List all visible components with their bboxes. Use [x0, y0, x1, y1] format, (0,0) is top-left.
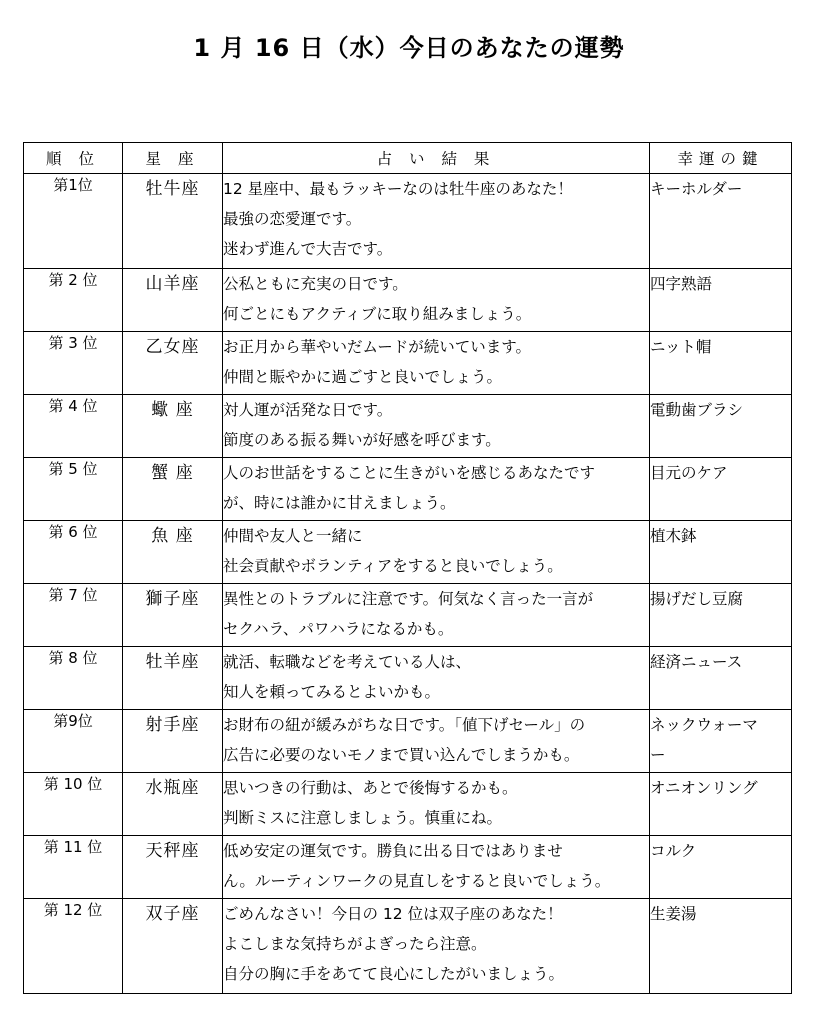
result-line: 就活、転職などを考えている人は、: [223, 653, 472, 671]
lucky-key-line: 電動歯ブラシ: [650, 401, 744, 419]
result-line: お正月から華やいだムードが続いています。: [223, 338, 531, 356]
result-line: が、時には誰かに甘えましょう。: [223, 494, 456, 512]
lucky-key-cell: [650, 584, 792, 647]
lucky-key-line: ネックウォーマ: [650, 716, 758, 734]
result-line: ごめんなさい！今日の 12 位は双子座のあなた！: [223, 905, 563, 923]
result-cell: [223, 836, 650, 899]
lucky-key-line: 植木鉢: [650, 527, 697, 545]
table-row: [24, 899, 792, 994]
lucky-key-cell: [650, 458, 792, 521]
result-cell: [223, 174, 650, 269]
rank-cell: 第 2 位: [24, 269, 123, 332]
rank-cell: 第 10 位: [24, 773, 123, 836]
sign-cell: 山羊座: [123, 269, 223, 332]
result-line: 知人を頼ってみるとよいかも。: [223, 683, 441, 701]
lucky-key-cell: [650, 899, 792, 994]
result-line: 社会貢献やボランティアをすると良いでしょう。: [223, 557, 563, 575]
result-line: 何ごとにもアクティブに取り組みましょう。: [223, 305, 532, 323]
sign-cell: 水瓶座: [123, 773, 223, 836]
lucky-key-line: ー: [650, 746, 666, 764]
rank-cell: 第 11 位: [24, 836, 123, 899]
rank-cell: 第 5 位: [24, 458, 123, 521]
lucky-key-line: 経済ニュース: [650, 653, 743, 671]
lucky-key-line: 生姜湯: [650, 905, 697, 923]
sign-cell: 蟹 座: [123, 458, 223, 521]
result-line: 迷わず進んで大吉です。: [223, 240, 393, 258]
sign-cell: 牡羊座: [123, 647, 223, 710]
result-line: 節度のある振る舞いが好感を呼びます。: [223, 431, 501, 449]
result-cell: [223, 710, 650, 773]
lucky-key-cell: [650, 836, 792, 899]
rank-cell: 第 12 位: [24, 899, 123, 994]
rank-cell: 第 3 位: [24, 332, 123, 395]
result-line: 仲間と賑やかに過ごすと良いでしょう。: [223, 368, 503, 386]
sign-cell: 射手座: [123, 710, 223, 773]
lucky-key-cell: [650, 395, 792, 458]
rank-cell: 第1位: [24, 174, 123, 269]
table-row: [24, 710, 792, 773]
lucky-key-cell: [650, 710, 792, 773]
result-line: よこしまな気持ちがよぎったら注意。: [223, 935, 487, 953]
sign-cell: 牡牛座: [123, 174, 223, 269]
result-line: 異性とのトラブルに注意です。何気なく言った一言が: [223, 590, 594, 608]
result-line: 思いつきの行動は、あとで後悔するかも。: [223, 779, 518, 797]
table-row: [24, 521, 792, 584]
result-cell: [223, 584, 650, 647]
sign-cell: 魚 座: [123, 521, 223, 584]
result-line: 仲間や友人と一緒に: [223, 527, 363, 545]
table-row: [24, 174, 792, 269]
sign-cell: 蠍 座: [123, 395, 223, 458]
result-line: ん。ルーティンワークの見直しをすると良いでしょう。: [223, 872, 611, 890]
rank-cell: 第 4 位: [24, 395, 123, 458]
table-row: [24, 773, 792, 836]
sign-cell: 双子座: [123, 899, 223, 994]
header-result: 占 い 結 果: [223, 143, 650, 174]
rank-cell: 第 8 位: [24, 647, 123, 710]
sign-cell: 乙女座: [123, 332, 223, 395]
lucky-key-line: オニオンリング: [650, 779, 758, 797]
rank-cell: 第 7 位: [24, 584, 123, 647]
lucky-key-line: 揚げだし豆腐: [650, 590, 744, 608]
result-cell: [223, 395, 650, 458]
result-line: 最強の恋愛運です。: [223, 210, 362, 228]
page-title: 1 月 16 日（水）今日のあなたの運勢: [193, 34, 625, 62]
table-row: [24, 458, 792, 521]
table-header-row: [24, 143, 792, 174]
table-row: [24, 836, 792, 899]
result-cell: [223, 521, 650, 584]
result-line: 判断ミスに注意しましょう。慎重にね。: [223, 809, 503, 827]
lucky-key-line: 目元のケア: [650, 464, 728, 482]
result-line: 人のお世話をすることに生きがいを感じるあなたです: [223, 464, 596, 482]
sign-cell: 獅子座: [123, 584, 223, 647]
table-row: [24, 332, 792, 395]
result-cell: [223, 269, 650, 332]
result-line: 対人運が活発な日です。: [223, 401, 393, 419]
table-row: [24, 647, 792, 710]
result-line: 自分の胸に手をあてて良心にしたがいましょう。: [223, 965, 565, 983]
result-cell: [223, 458, 650, 521]
result-cell: [223, 332, 650, 395]
lucky-key-line: ニット帽: [650, 338, 712, 356]
result-cell: [223, 899, 650, 994]
header-rank: 順 位: [24, 143, 123, 174]
lucky-key-cell: [650, 332, 792, 395]
lucky-key-line: キーホルダー: [650, 180, 743, 198]
table-row: [24, 395, 792, 458]
lucky-key-line: 四字熟語: [650, 275, 713, 293]
rank-cell: 第9位: [24, 710, 123, 773]
sign-cell: 天秤座: [123, 836, 223, 899]
lucky-key-cell: [650, 773, 792, 836]
lucky-key-line: コルク: [650, 842, 697, 860]
result-line: 12 星座中、最もラッキーなのは牡牛座のあなた！: [223, 180, 573, 198]
header-sign: 星 座: [123, 143, 223, 174]
table-row: [24, 584, 792, 647]
lucky-key-cell: [650, 174, 792, 269]
result-line: お財布の紐が緩みがちな日です。「値下げセール」の: [223, 716, 586, 734]
fortune-table: [23, 142, 792, 994]
rank-cell: 第 6 位: [24, 521, 123, 584]
result-line: 公私ともに充実の日です。: [223, 275, 408, 293]
lucky-key-cell: [650, 647, 792, 710]
result-line: セクハラ、パワハラになるかも。: [223, 620, 454, 638]
result-line: 低め安定の運気です。勝負に出る日ではありませ: [223, 842, 563, 860]
lucky-key-cell: [650, 521, 792, 584]
header-key: 幸運の鍵: [650, 143, 792, 174]
result-cell: [223, 773, 650, 836]
result-cell: [223, 647, 650, 710]
table-row: [24, 269, 792, 332]
result-line: 広告に必要のないモノまで買い込んでしまうかも。: [223, 746, 580, 764]
lucky-key-cell: [650, 269, 792, 332]
